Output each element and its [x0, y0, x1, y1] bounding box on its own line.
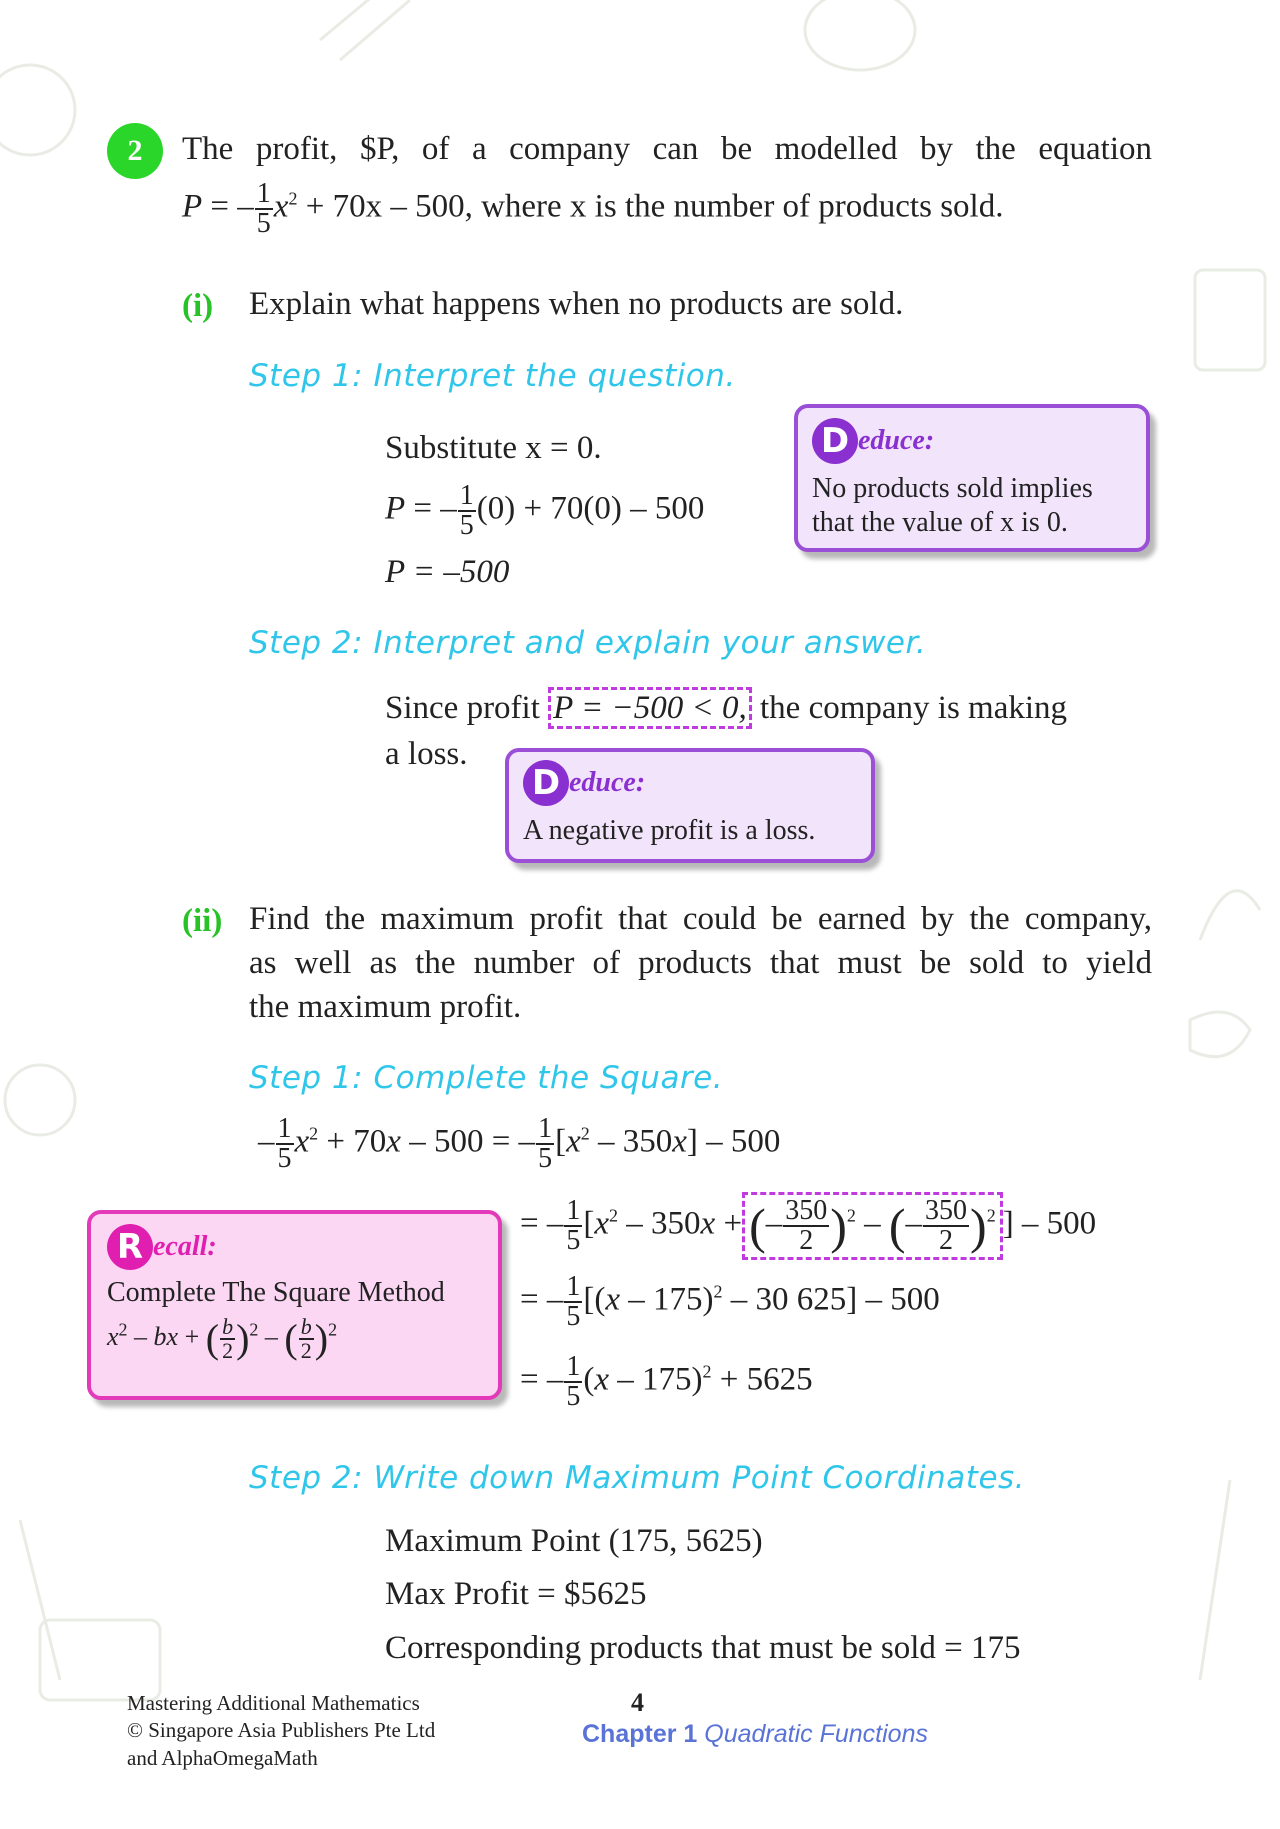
- cts-line-2: = – $\frac{1}{5}$ [$x^2 - 350x$ + (– $\frac{350}{2}$ )$^2$ – (– $\frac{350}{2}$ )$^2$ ] – 500: [520, 1192, 1096, 1260]
- part-ii-line-3: the maximum profit.: [249, 989, 522, 1025]
- recall-heading: ecall:: [153, 1231, 217, 1262]
- since-text: Since profit: [385, 690, 540, 726]
- part-i-step1: Step 1: Interpret the question.: [249, 358, 736, 394]
- deduce-box-1: [794, 404, 1150, 552]
- part-ii-step1: Step 1: Complete the Square.: [249, 1060, 724, 1096]
- since-tail: the company is making: [760, 690, 1068, 726]
- recall-badge: R: [107, 1224, 153, 1270]
- part-ii-step2: Step 2: Write down Maximum Point Coordinates.: [249, 1460, 1026, 1496]
- deduce-line-1: No products sold implies: [812, 473, 1093, 504]
- part-i-step2: Step 2: Interpret and explain your answer.: [249, 625, 927, 661]
- chapter-line: [582, 1720, 928, 1749]
- deduce-badge: D: [812, 418, 858, 464]
- answer-max-profit: Max Profit = $5625: [385, 1576, 647, 1612]
- footer-credits: [127, 1690, 435, 1772]
- deduce-box-2: [505, 748, 875, 863]
- answer-products: Corresponding products that must be sold = 175: [385, 1630, 1021, 1666]
- question-equation: P = – $\frac{1}{5}$ $x^2 + 70x - 500$, where x is the number of products sold.: [182, 178, 1004, 239]
- chapter-label: Chapter 1: [582, 1720, 698, 1748]
- deduce-heading-2: educe:: [569, 767, 646, 798]
- recall-title: Complete The Square Method: [107, 1277, 445, 1308]
- part-i-label: (i): [182, 288, 214, 324]
- footer-book: Mastering Additional Mathematics: [127, 1691, 420, 1715]
- recall-box: [87, 1210, 502, 1400]
- recall-formula: $x^2$ – bx + ( $\frac{b}{2}$ )$^2$ – ( $\frac{b}{2}$ )$^2$: [107, 1313, 338, 1363]
- deduce-badge-2: D: [523, 760, 569, 806]
- deduce-heading: educe:: [858, 425, 935, 456]
- deduce-line-2: that the value of x is 0.: [812, 506, 1068, 538]
- part-ii-line-1: Find the maximum profit that could be earned by the company,: [249, 901, 1152, 937]
- question-intro: The profit, $P, of a company can be modelled by the equation: [182, 131, 1152, 167]
- part-i-result: P = –500: [385, 554, 510, 590]
- part-ii-label: (ii): [182, 903, 223, 939]
- part-i-loss: a loss.: [385, 736, 468, 772]
- part-i-text: Explain what happens when no products are sold.: [249, 286, 904, 322]
- part-i-since-line: [385, 692, 1067, 725]
- part-i-working: P = – $\frac{1}{5}$ (0) + 70(0) – 500: [385, 480, 705, 541]
- profit-highlight: P = −500 < 0,: [548, 687, 752, 729]
- footer-publisher: © Singapore Asia Publishers Pte Ltd: [127, 1718, 436, 1743]
- cts-line-3: = – $\frac{1}{5}$ [(x – 175)$^2$ – 30 625] – 500: [520, 1271, 940, 1332]
- answer-max-point: Maximum Point (175, 5625): [385, 1523, 763, 1559]
- question-number: 2: [127, 134, 143, 167]
- cts-line-4: = – $\frac{1}{5}$ (x – 175)$^2$ + 5625: [520, 1351, 813, 1412]
- page-number: 4: [631, 1688, 644, 1717]
- part-ii-line-2: as well as the number of products that must be sold to yield: [249, 945, 1152, 981]
- footer-coauthor: and AlphaOmegaMath: [127, 1745, 318, 1770]
- cts-line-1: – $\frac{1}{5}$ $x^2 + 70x - 500$ = – $\frac{1}{5}$ $[x^2 - 350x] - 500$: [258, 1113, 781, 1174]
- part-i-substitute: Substitute x = 0.: [385, 430, 602, 466]
- chapter-title: Quadratic Functions: [704, 1720, 928, 1748]
- deduce-2-line-1: A negative profit is a loss.: [523, 815, 816, 846]
- question-number-badge: [107, 123, 163, 179]
- question-equation-tail: + 70x – 500, where x is the number of products sold.: [305, 188, 1004, 225]
